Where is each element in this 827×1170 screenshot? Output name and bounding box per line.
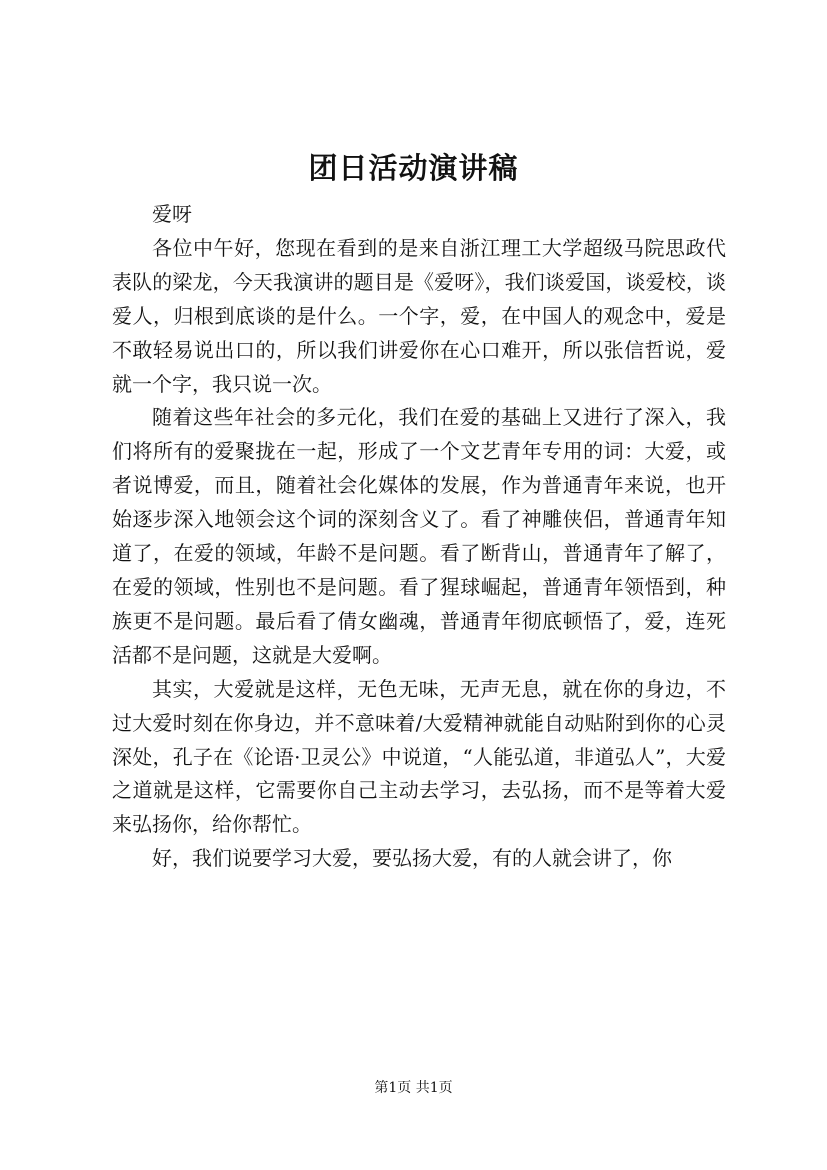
paragraph-speech-title: 爱呀 [152,202,192,226]
document-title: 团日活动演讲稿 [308,151,519,185]
page-number-footer: 第1页 共1页 [374,1080,453,1096]
document-body [112,198,726,876]
paragraph-greeting: 各位中午好，您现在看到的是来自浙江理工大学超级马院思政代表队的梁龙，今天我演讲的题目是《爱呀》，我们谈爱国，谈爱校，谈爱人，归根到底谈的是什么。一个字，爱，在中国人的观念中，爱是不敢轻易说出口的，所以我们讲爱你在心口难开，所以张信哲说，爱就一个字，我只说一次。 [112,235,726,396]
paragraph-learn-big-love: 好，我们说要学习大爱，要弘扬大爱，有的人就会讲了，你 [152,846,672,871]
paragraph-big-love: 随着这些年社会的多元化，我们在爱的基础上又进行了深入，我们将所有的爱聚拢在一起，形成了一个文艺青年专用的词：大爱，或者说博爱，而且，随着社会化媒体的发展，作为普通青年来说，也开始逐步深入地领会这个词的深刻含义了。看了神雕侠侣，普通青年知道了，在爱的领域，年龄不是问题。看了断背山，普通青年了解了，在爱的领域，性别也不是问题。看了猩球崛起，普通青年领悟到，种族更不是问题。最后看了倩女幽魂，普通青年彻底顿悟了，爱，连死活都不是问题，这就是大爱啊。 [112,405,726,667]
paragraph-confucius: 其实，大爱就是这样，无色无味，无声无息，就在你的身边，不过大爱时刻在你身边，并不意味着/大爱精神就能自动贴附到你的心灵深处，孔子在《论语·卫灵公》中说道，“人能弘道，非道弘人”，大爱之道就是这样，它需要你自己主动去学习，去弘扬，而不是等着大爱来弘扬你，给你帮忙。 [112,676,726,837]
